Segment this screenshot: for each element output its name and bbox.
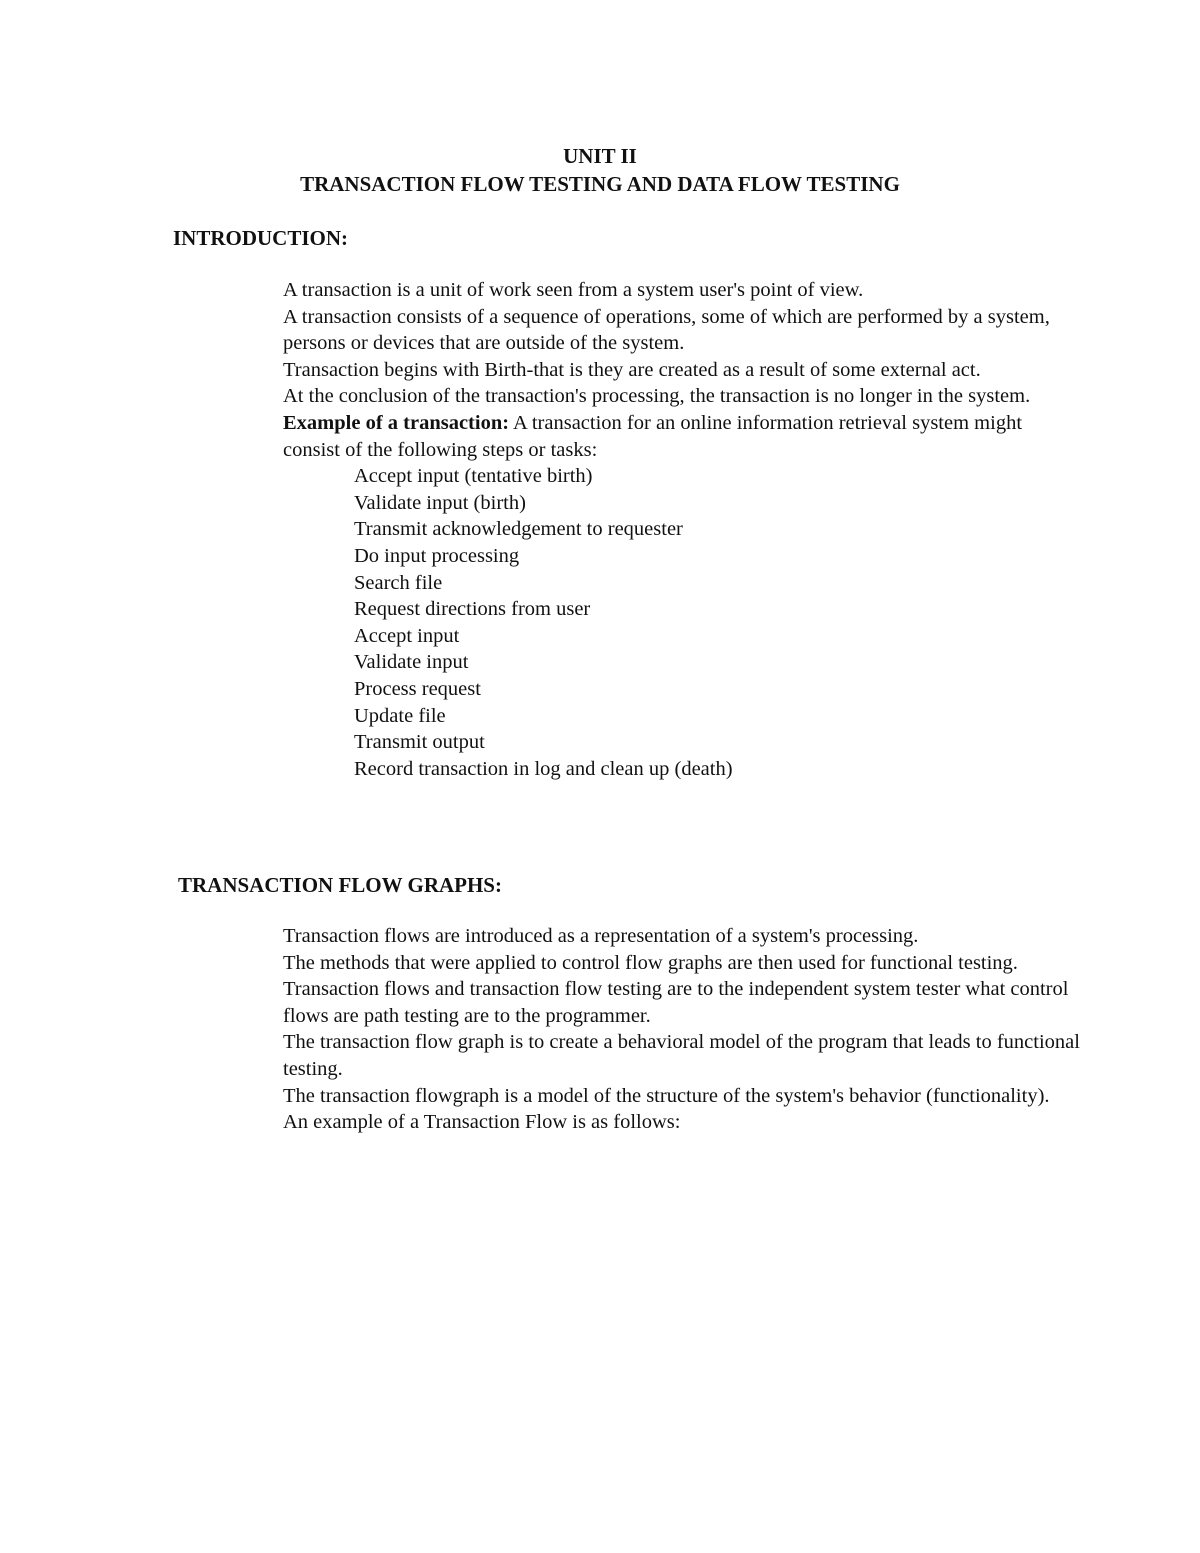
tfg-paragraph: The methods that were applied to control flow graphs are then used for functional testing. [283,951,1018,974]
tfg-paragraph: The transaction flowgraph is a model of the structure of the system's behavior (functionality). [283,1084,1050,1107]
intro-paragraph: A transaction is a unit of work seen from a system user's point of view. [283,279,864,301]
list-item: Do input processing [354,544,520,567]
tfg-paragraph: Transaction flows are introduced as a representation of a system's processing. [283,925,919,947]
introduction-heading: INTRODUCTION: [173,226,349,250]
intro-paragraph: A transaction consists of a sequence of operations, some of which are performed by a system, persons or devices that are outside of the system. [283,305,1050,355]
example-label: Example of a transaction: [283,411,510,434]
list-item: Accept input [354,624,460,647]
document-title [0,142,1200,198]
list-item: Accept input (tentative birth) [354,465,593,488]
example-paragraph [283,410,1083,463]
intro-paragraph: Transaction begins with Birth-that is they are created as a result of some external act. [283,358,981,381]
unit-title: UNIT II [563,144,637,168]
list-item: Validate input (birth) [354,491,526,514]
introduction-section [283,277,1083,782]
tfg-paragraph: Transaction flows and transaction flow testing are to the independent system tester what control flows are path testing are to the programmer. [283,978,1069,1027]
subject-title: TRANSACTION FLOW TESTING AND DATA FLOW TESTING [300,172,900,196]
list-item: Request directions from user [354,598,591,621]
transaction-steps-list [283,463,1083,782]
intro-paragraph: At the conclusion of the transaction's processing, the transaction is no longer in the system. [283,385,1031,408]
tfg-paragraph: The transaction flow graph is to create a behavioral model of the program that leads to functional testing. [283,1031,1080,1080]
example-text: A transaction for an online information retrieval system might consist of the following steps or tasks: [283,411,1023,461]
transaction-flow-graphs-heading: TRANSACTION FLOW GRAPHS: [178,873,502,897]
list-item: Validate input [354,651,469,674]
list-item: Transmit acknowledgement to requester [354,518,683,541]
tfg-paragraph: An example of a Transaction Flow is as follows: [283,1111,681,1134]
list-item: Record transaction in log and clean up (death) [354,757,733,780]
list-item: Process request [354,677,481,700]
list-item: Update file [354,704,446,727]
transaction-flow-graphs-section [283,923,1083,1136]
list-item: Search file [354,571,443,594]
list-item: Transmit output [354,731,485,754]
